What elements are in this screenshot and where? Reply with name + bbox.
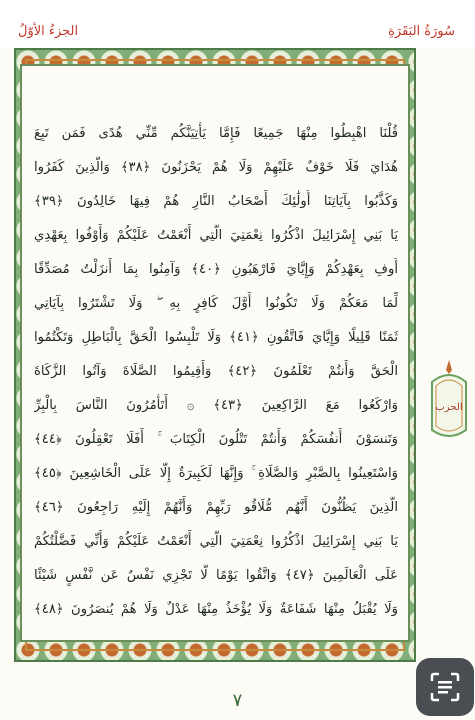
- page-number: ٧: [232, 690, 243, 711]
- hizb-marker-label: الحزب: [435, 402, 463, 413]
- text-line: قُلْنَا اهْبِطُوا مِنْهَا جَمِيعًا فَإِمَّا يَأْتِيَنَّكُم مِّنِّي هُدًى فَمَن تَبِعَ: [34, 126, 398, 141]
- text-line: هُدَايَ فَلَا خَوْفٌ عَلَيْهِمْ وَلَا هُمْ يَحْزَنُونَ ﴿٣٨﴾ وَالَّذِينَ كَفَرُوا: [34, 160, 398, 175]
- hizb-marker-icon: [428, 360, 470, 442]
- surah-title: سُورَةُ البَقَرَةِ: [388, 24, 455, 39]
- text-line: أُوفِ بِعَهْدِكُمْ وَإِيَّايَ فَارْهَبُونِ ﴿٤٠﴾ وَآمِنُوا بِمَا أَنزَلْتُ مُصَدِّقًا: [34, 262, 398, 277]
- text-line: وَتَنسَوْنَ أَنفُسَكُمْ وَأَنتُمْ تَتْلُونَ الْكِتَابَ ۚ أَفَلَا تَعْقِلُونَ ﴿٤٤﴾: [34, 432, 398, 447]
- juz-title: الجزءُ الأوّلُ: [18, 24, 79, 39]
- text-line: يَا بَنِي إِسْرَائِيلَ اذْكُرُوا نِعْمَتِيَ الَّتِي أَنْعَمْتُ عَلَيْكُمْ وَأَنِّي فَضَّلْتُكُمْ: [34, 534, 398, 549]
- text-line: لِّمَا مَعَكُمْ وَلَا تَكُونُوا أَوَّلَ كَافِرٍ بِهِ ۖ وَلَا تَشْتَرُوا بِآيَاتِي: [34, 296, 398, 311]
- text-line: وَكَذَّبُوا بِآيَاتِنَا أُولَٰئِكَ أَصْحَابُ النَّارِ هُمْ فِيهَا خَالِدُونَ ﴿٣٩﴾: [34, 194, 398, 209]
- scan-icon: [428, 670, 462, 704]
- text-line: عَلَى الْعَالَمِينَ ﴿٤٧﴾ وَاتَّقُوا يَوْمًا لَّا تَجْزِي نَفْسٌ عَن نَّفْسٍ شَيْئًا: [34, 568, 398, 583]
- text-line: الْحَقَّ وَأَنتُمْ تَعْلَمُونَ ﴿٤٢﴾ وَأَقِيمُوا الصَّلَاةَ وَآتُوا الزَّكَاةَ: [34, 364, 398, 379]
- text-line: يَا بَنِي إِسْرَائِيلَ اذْكُرُوا نِعْمَتِيَ الَّتِي أَنْعَمْتُ عَلَيْكُمْ وَأَوْفُوا بِعَهْدِي: [34, 228, 398, 243]
- text-line: الَّذِينَ يَظُنُّونَ أَنَّهُم مُّلَاقُو رَبِّهِمْ وَأَنَّهُمْ إِلَيْهِ رَاجِعُونَ ﴿٤٦﴾: [34, 500, 398, 515]
- text-line: ثَمَنًا قَلِيلًا وَإِيَّايَ فَاتَّقُونِ ﴿٤١﴾ وَلَا تَلْبِسُوا الْحَقَّ بِالْبَاطِلِ وَتَكْتُمُوا: [34, 330, 398, 345]
- text-line: وَلَا يُقْبَلُ مِنْهَا شَفَاعَةٌ وَلَا يُؤْخَذُ مِنْهَا عَدْلٌ وَلَا هُمْ يُنصَرُونَ ﴿٤٨﴾: [34, 602, 398, 617]
- text-line: وَارْكَعُوا مَعَ الرَّاكِعِينَ ﴿٤٣﴾ ۞ أَتَأْمُرُونَ النَّاسَ بِالْبِرِّ: [34, 398, 398, 413]
- page-header: [0, 0, 475, 48]
- hizb-marker[interactable]: [428, 360, 470, 442]
- text-line: وَاسْتَعِينُوا بِالصَّبْرِ وَالصَّلَاةِ ۚ وَإِنَّهَا لَكَبِيرَةٌ إِلَّا عَلَى الْخَاشِعِينَ ﴿٤٥﴾: [34, 466, 398, 481]
- quran-text-panel: [20, 64, 410, 642]
- scan-button[interactable]: [416, 658, 474, 716]
